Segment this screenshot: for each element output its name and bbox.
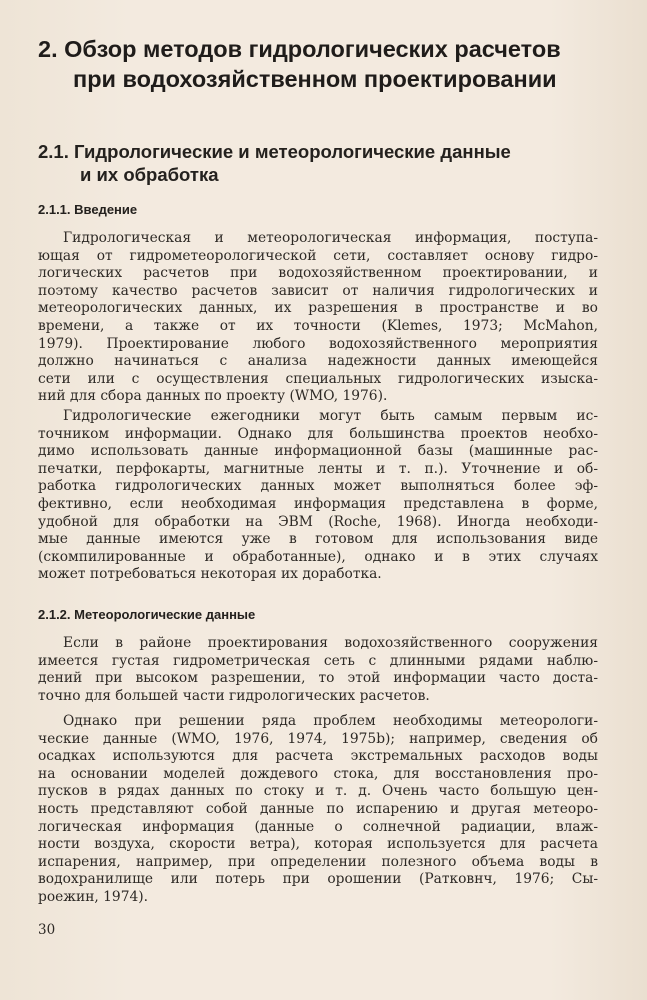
- text-line: точно для большей части гидрологических расчетов.: [38, 687, 430, 704]
- text-line: должно начинаться с анализа надежности данных имеющейся: [38, 353, 598, 370]
- page-number: 30: [38, 922, 56, 938]
- section-title: [38, 140, 598, 186]
- paragraph-intro-1: [38, 230, 598, 406]
- text-line: дений при высоком разрешении, то этой информации часто доста-: [38, 670, 598, 687]
- paragraph-intro-2: [38, 408, 598, 584]
- text-line: Гидрологические ежегодники могут быть самым первым ис-: [63, 408, 598, 424]
- text-line: имеется густая гидрометрическая сеть с длинными рядами наблю-: [38, 652, 598, 669]
- section-title-line-1: 2.1. Гидрологические и метеорологические данные: [38, 141, 511, 162]
- text-line: осадках используются для расчета экстремальных расходов воды: [38, 748, 598, 765]
- text-line: поэтому качество расчетов зависит от наличия гидрологических и: [38, 282, 598, 299]
- text-line: испарения, например, при определении полезного объема воды в: [38, 853, 598, 870]
- text-line: димо использовать данные информационной базы (машинные рас-: [38, 443, 598, 460]
- text-line: ности воздуха, скорости ветра), которая используется для расчета: [38, 836, 598, 853]
- text-line: Если в районе проектирования водохозяйственного сооружения: [63, 635, 598, 651]
- text-line: удобной для обработки на ЭВМ (Roche, 1968). Иногда необходи-: [38, 513, 598, 530]
- text-line: метеорологических данных, их разрешения в пространстве и во: [38, 300, 598, 317]
- text-line: 1979). Проектирование любого водохозяйственного мероприятия: [38, 335, 598, 352]
- text-line: фективно, если необходимая информация представлена в форме,: [38, 495, 598, 512]
- text-line: на основании моделей дождевого стока, для восстановления про-: [38, 765, 598, 782]
- text-line: ний для сбора данных по проекту (WMO, 1976).: [38, 388, 388, 405]
- text-line: водохранилище или потерь при орошении (Ратковнч, 1976; Сы-: [38, 871, 598, 888]
- text-line: Однако при решении ряда проблем необходимы метеорологи-: [63, 713, 598, 729]
- chapter-title-line-1: 2. Обзор методов гидрологических расчетов: [38, 36, 561, 62]
- subsection-title-meteorological-data: 2.1.2. Метеорологические данные: [38, 607, 256, 622]
- paragraph-meteo-2: [38, 713, 598, 907]
- text-line: роежин, 1974).: [38, 888, 149, 905]
- text-line: работка гидрологических данных может выполняться более эф-: [38, 478, 598, 495]
- chapter-title: [38, 34, 618, 94]
- text-line: логических расчетов при водохозяйственном проектировании, и: [38, 265, 598, 282]
- text-line: ющая от гидрометеорологической сети, составляет основу гидро-: [38, 247, 598, 264]
- chapter-title-line-2: при водохозяйственном проектировании: [73, 66, 557, 92]
- text-line: мые данные имеются уже в готовом для использования виде: [38, 531, 598, 548]
- text-line: может потребоваться некоторая их доработка.: [38, 566, 382, 583]
- text-line: (скомпилированные и обработанные), однако и в этих случаях: [38, 548, 598, 565]
- text-line: времени, а также от их точности (Klemes, 1973; McMahon,: [38, 317, 598, 334]
- text-line: Гидрологическая и метеорологическая информация, поступа-: [63, 230, 598, 246]
- subsection-title-introduction: 2.1.1. Введение: [38, 202, 138, 217]
- text-line: ческие данные (WMO, 1976, 1974, 1975b); например, сведения об: [38, 730, 598, 747]
- paragraph-meteo-1: [38, 635, 598, 705]
- text-line: логическая информация (данные о солнечной радиации, влаж-: [38, 818, 598, 835]
- section-title-line-2: и их обработка: [80, 164, 219, 185]
- text-line: ность представляют собой данные по испарению и другая метеоро-: [38, 800, 598, 817]
- text-line: точником информации. Однако для большинства проектов необхо-: [38, 425, 598, 442]
- text-line: печатки, перфокарты, магнитные ленты и т. п.). Уточнение и об-: [38, 460, 598, 477]
- text-line: сети или с осуществления специальных гидрологических изыска-: [38, 370, 598, 387]
- text-line: пусков в рядах данных по стоку и т. д. Очень часто большую цен-: [38, 783, 598, 800]
